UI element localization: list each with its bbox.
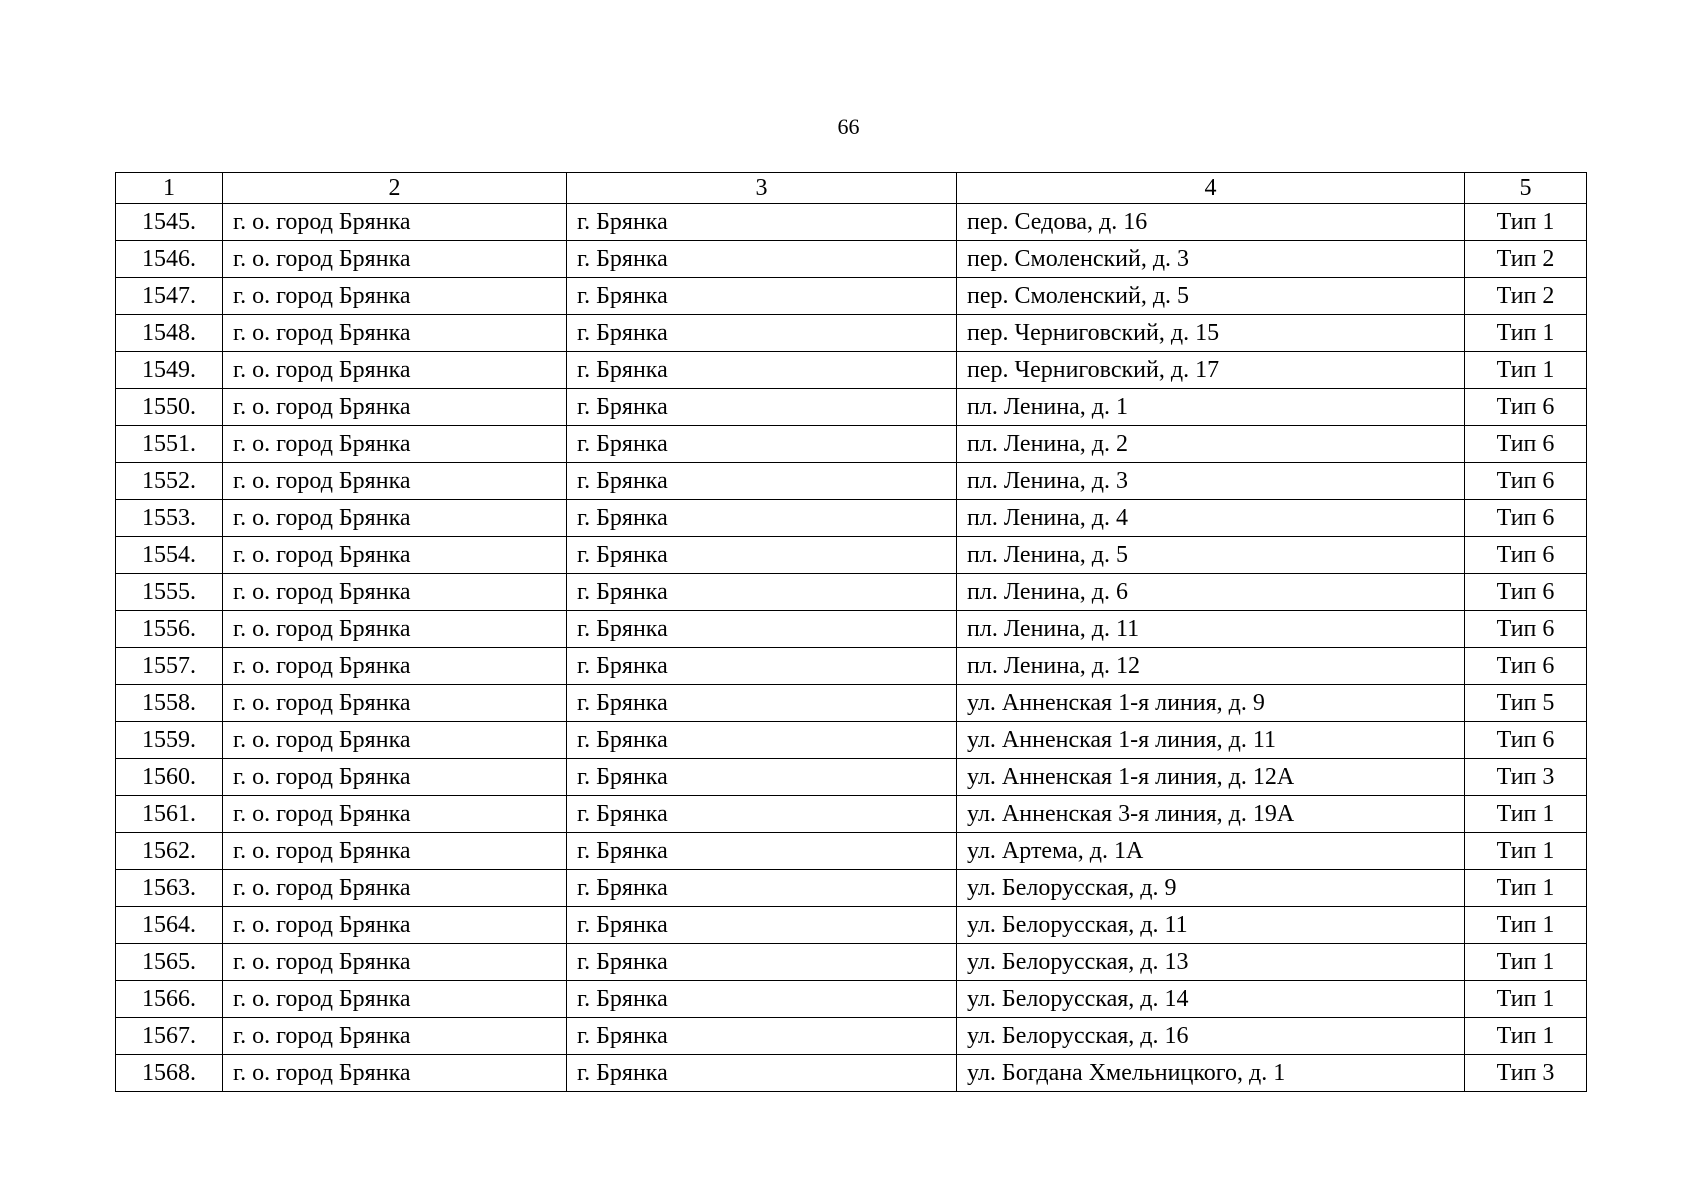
registry-table bbox=[115, 172, 1587, 1092]
address-cell: пер. Смоленский, д. 5 bbox=[957, 278, 1465, 315]
row-number-cell: 1566. bbox=[116, 981, 223, 1018]
address-cell: пер. Черниговский, д. 17 bbox=[957, 352, 1465, 389]
row-number-cell: 1563. bbox=[116, 870, 223, 907]
settlement-cell: г. Брянка bbox=[567, 315, 957, 352]
municipality-cell: г. о. город Брянка bbox=[223, 204, 567, 241]
row-number-cell: 1547. bbox=[116, 278, 223, 315]
row-number-cell: 1564. bbox=[116, 907, 223, 944]
type-cell: Тип 3 bbox=[1465, 1055, 1587, 1092]
settlement-cell: г. Брянка bbox=[567, 833, 957, 870]
settlement-cell: г. Брянка bbox=[567, 1018, 957, 1055]
settlement-cell: г. Брянка bbox=[567, 537, 957, 574]
type-cell: Тип 1 bbox=[1465, 1018, 1587, 1055]
table-row bbox=[116, 574, 1587, 611]
row-number-cell: 1567. bbox=[116, 1018, 223, 1055]
municipality-cell: г. о. город Брянка bbox=[223, 278, 567, 315]
type-cell: Тип 2 bbox=[1465, 278, 1587, 315]
municipality-cell: г. о. город Брянка bbox=[223, 759, 567, 796]
column-header-1: 1 bbox=[116, 173, 223, 204]
row-number-cell: 1559. bbox=[116, 722, 223, 759]
settlement-cell: г. Брянка bbox=[567, 426, 957, 463]
municipality-cell: г. о. город Брянка bbox=[223, 1018, 567, 1055]
settlement-cell: г. Брянка bbox=[567, 685, 957, 722]
table-row bbox=[116, 278, 1587, 315]
table-row bbox=[116, 204, 1587, 241]
settlement-cell: г. Брянка bbox=[567, 500, 957, 537]
table-row bbox=[116, 685, 1587, 722]
table-row bbox=[116, 648, 1587, 685]
type-cell: Тип 6 bbox=[1465, 500, 1587, 537]
table-row bbox=[116, 352, 1587, 389]
type-cell: Тип 6 bbox=[1465, 722, 1587, 759]
municipality-cell: г. о. город Брянка bbox=[223, 537, 567, 574]
settlement-cell: г. Брянка bbox=[567, 907, 957, 944]
settlement-cell: г. Брянка bbox=[567, 722, 957, 759]
column-header-4: 4 bbox=[957, 173, 1465, 204]
type-cell: Тип 6 bbox=[1465, 537, 1587, 574]
municipality-cell: г. о. город Брянка bbox=[223, 500, 567, 537]
municipality-cell: г. о. город Брянка bbox=[223, 611, 567, 648]
table-row bbox=[116, 426, 1587, 463]
page-number: 66 bbox=[837, 114, 860, 139]
type-cell: Тип 2 bbox=[1465, 241, 1587, 278]
address-cell: пер. Седова, д. 16 bbox=[957, 204, 1465, 241]
table-row bbox=[116, 611, 1587, 648]
type-cell: Тип 1 bbox=[1465, 352, 1587, 389]
address-cell: пл. Ленина, д. 1 bbox=[957, 389, 1465, 426]
table-row bbox=[116, 796, 1587, 833]
table-row bbox=[116, 500, 1587, 537]
table-header bbox=[116, 173, 1587, 204]
table-body bbox=[116, 204, 1587, 1092]
municipality-cell: г. о. город Брянка bbox=[223, 870, 567, 907]
municipality-cell: г. о. город Брянка bbox=[223, 907, 567, 944]
row-number-cell: 1549. bbox=[116, 352, 223, 389]
table-row bbox=[116, 463, 1587, 500]
municipality-cell: г. о. город Брянка bbox=[223, 833, 567, 870]
type-cell: Тип 1 bbox=[1465, 981, 1587, 1018]
settlement-cell: г. Брянка bbox=[567, 796, 957, 833]
row-number-cell: 1560. bbox=[116, 759, 223, 796]
settlement-cell: г. Брянка bbox=[567, 759, 957, 796]
address-cell: ул. Белорусская, д. 16 bbox=[957, 1018, 1465, 1055]
table-row bbox=[116, 833, 1587, 870]
settlement-cell: г. Брянка bbox=[567, 574, 957, 611]
address-cell: пл. Ленина, д. 5 bbox=[957, 537, 1465, 574]
municipality-cell: г. о. город Брянка bbox=[223, 352, 567, 389]
type-cell: Тип 1 bbox=[1465, 204, 1587, 241]
address-cell: ул. Белорусская, д. 14 bbox=[957, 981, 1465, 1018]
type-cell: Тип 6 bbox=[1465, 611, 1587, 648]
row-number-cell: 1552. bbox=[116, 463, 223, 500]
type-cell: Тип 5 bbox=[1465, 685, 1587, 722]
address-cell: ул. Белорусская, д. 13 bbox=[957, 944, 1465, 981]
row-number-cell: 1568. bbox=[116, 1055, 223, 1092]
settlement-cell: г. Брянка bbox=[567, 1055, 957, 1092]
row-number-cell: 1550. bbox=[116, 389, 223, 426]
type-cell: Тип 1 bbox=[1465, 796, 1587, 833]
row-number-cell: 1553. bbox=[116, 500, 223, 537]
table-row bbox=[116, 722, 1587, 759]
address-cell: ул. Анненская 1-я линия, д. 12А bbox=[957, 759, 1465, 796]
settlement-cell: г. Брянка bbox=[567, 278, 957, 315]
row-number-cell: 1558. bbox=[116, 685, 223, 722]
type-cell: Тип 6 bbox=[1465, 463, 1587, 500]
row-number-cell: 1554. bbox=[116, 537, 223, 574]
municipality-cell: г. о. город Брянка bbox=[223, 722, 567, 759]
municipality-cell: г. о. город Брянка bbox=[223, 685, 567, 722]
address-cell: пл. Ленина, д. 11 bbox=[957, 611, 1465, 648]
table-row bbox=[116, 907, 1587, 944]
settlement-cell: г. Брянка bbox=[567, 981, 957, 1018]
address-cell: пл. Ленина, д. 12 bbox=[957, 648, 1465, 685]
table-row bbox=[116, 315, 1587, 352]
settlement-cell: г. Брянка bbox=[567, 611, 957, 648]
table-row bbox=[116, 241, 1587, 278]
address-cell: пер. Смоленский, д. 3 bbox=[957, 241, 1465, 278]
municipality-cell: г. о. город Брянка bbox=[223, 389, 567, 426]
row-number-cell: 1545. bbox=[116, 204, 223, 241]
municipality-cell: г. о. город Брянка bbox=[223, 463, 567, 500]
settlement-cell: г. Брянка bbox=[567, 389, 957, 426]
type-cell: Тип 1 bbox=[1465, 944, 1587, 981]
type-cell: Тип 6 bbox=[1465, 426, 1587, 463]
column-header-3: 3 bbox=[567, 173, 957, 204]
settlement-cell: г. Брянка bbox=[567, 241, 957, 278]
address-cell: ул. Анненская 1-я линия, д. 11 bbox=[957, 722, 1465, 759]
settlement-cell: г. Брянка bbox=[567, 870, 957, 907]
address-cell: ул. Анненская 1-я линия, д. 9 bbox=[957, 685, 1465, 722]
municipality-cell: г. о. город Брянка bbox=[223, 648, 567, 685]
row-number-cell: 1548. bbox=[116, 315, 223, 352]
row-number-cell: 1551. bbox=[116, 426, 223, 463]
type-cell: Тип 1 bbox=[1465, 870, 1587, 907]
settlement-cell: г. Брянка bbox=[567, 204, 957, 241]
type-cell: Тип 1 bbox=[1465, 833, 1587, 870]
row-number-cell: 1562. bbox=[116, 833, 223, 870]
settlement-cell: г. Брянка bbox=[567, 944, 957, 981]
table-row bbox=[116, 1055, 1587, 1092]
municipality-cell: г. о. город Брянка bbox=[223, 944, 567, 981]
type-cell: Тип 1 bbox=[1465, 907, 1587, 944]
address-cell: пл. Ленина, д. 6 bbox=[957, 574, 1465, 611]
table-row bbox=[116, 389, 1587, 426]
municipality-cell: г. о. город Брянка bbox=[223, 796, 567, 833]
settlement-cell: г. Брянка bbox=[567, 648, 957, 685]
address-cell: ул. Богдана Хмельницкого, д. 1 bbox=[957, 1055, 1465, 1092]
row-number-cell: 1556. bbox=[116, 611, 223, 648]
municipality-cell: г. о. город Брянка bbox=[223, 981, 567, 1018]
header-row bbox=[116, 173, 1587, 204]
municipality-cell: г. о. город Брянка bbox=[223, 1055, 567, 1092]
table-row bbox=[116, 1018, 1587, 1055]
settlement-cell: г. Брянка bbox=[567, 463, 957, 500]
address-cell: пл. Ленина, д. 4 bbox=[957, 500, 1465, 537]
table-row bbox=[116, 537, 1587, 574]
type-cell: Тип 6 bbox=[1465, 648, 1587, 685]
column-header-2: 2 bbox=[223, 173, 567, 204]
column-header-5: 5 bbox=[1465, 173, 1587, 204]
address-cell: пер. Черниговский, д. 15 bbox=[957, 315, 1465, 352]
address-cell: ул. Артема, д. 1А bbox=[957, 833, 1465, 870]
row-number-cell: 1565. bbox=[116, 944, 223, 981]
address-cell: пл. Ленина, д. 2 bbox=[957, 426, 1465, 463]
municipality-cell: г. о. город Брянка bbox=[223, 574, 567, 611]
row-number-cell: 1557. bbox=[116, 648, 223, 685]
table-row bbox=[116, 981, 1587, 1018]
settlement-cell: г. Брянка bbox=[567, 352, 957, 389]
municipality-cell: г. о. город Брянка bbox=[223, 241, 567, 278]
address-cell: ул. Анненская 3-я линия, д. 19А bbox=[957, 796, 1465, 833]
municipality-cell: г. о. город Брянка bbox=[223, 426, 567, 463]
row-number-cell: 1555. bbox=[116, 574, 223, 611]
type-cell: Тип 6 bbox=[1465, 574, 1587, 611]
address-cell: ул. Белорусская, д. 11 bbox=[957, 907, 1465, 944]
type-cell: Тип 1 bbox=[1465, 315, 1587, 352]
address-cell: ул. Белорусская, д. 9 bbox=[957, 870, 1465, 907]
address-cell: пл. Ленина, д. 3 bbox=[957, 463, 1465, 500]
municipality-cell: г. о. город Брянка bbox=[223, 315, 567, 352]
row-number-cell: 1546. bbox=[116, 241, 223, 278]
row-number-cell: 1561. bbox=[116, 796, 223, 833]
table-row bbox=[116, 870, 1587, 907]
type-cell: Тип 3 bbox=[1465, 759, 1587, 796]
table-row bbox=[116, 759, 1587, 796]
table-row bbox=[116, 944, 1587, 981]
type-cell: Тип 6 bbox=[1465, 389, 1587, 426]
